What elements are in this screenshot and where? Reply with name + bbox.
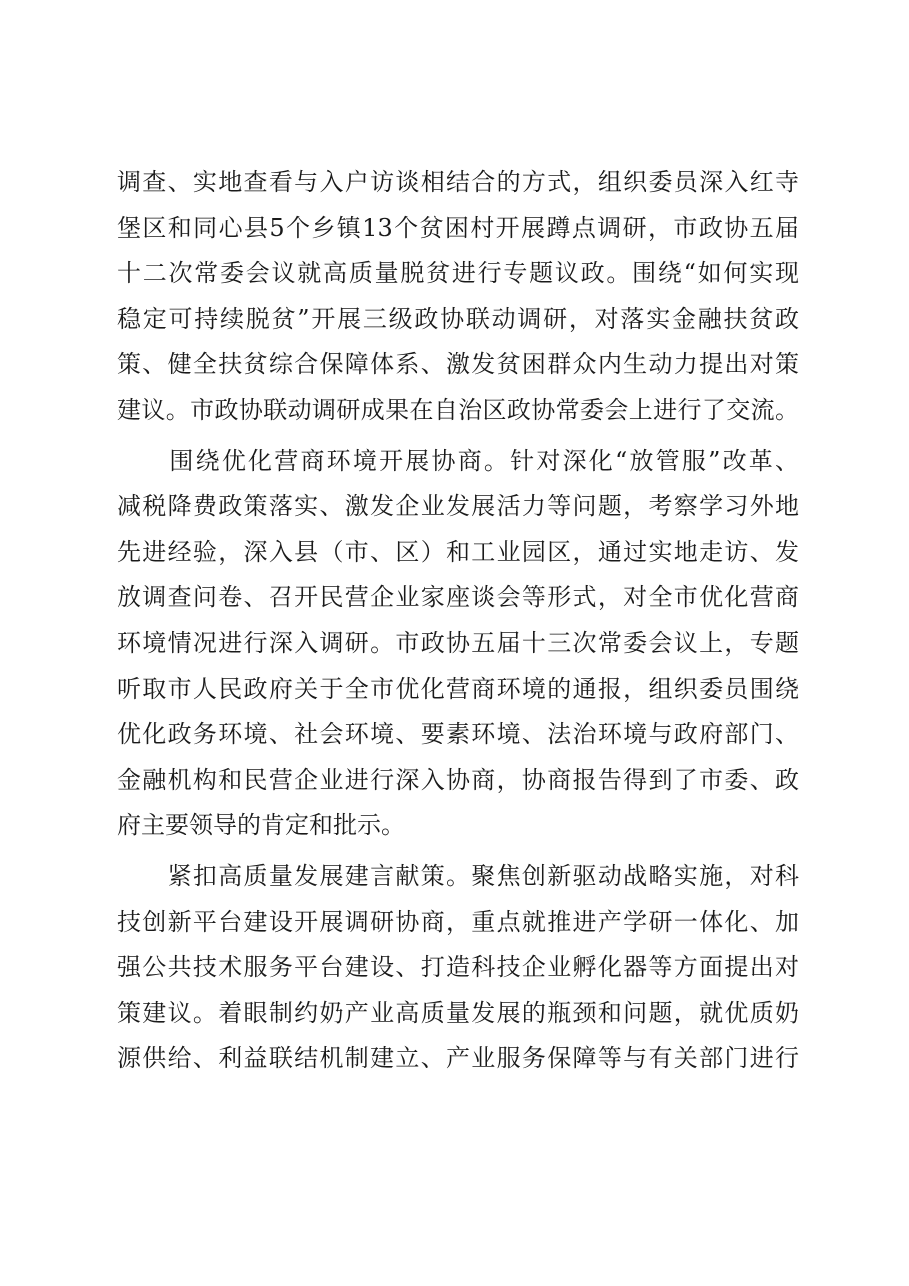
text-line: 先进经验，深入县（市、区）和工业园区，通过实地走访、发 [117,537,799,566]
text-line: 稳定可持续脱贫”开展三级政协联动调研，对落实金融扶贫政 [117,304,799,333]
text-line: 减税降费政策落实、激发企业发展活力等问题，考察学习外地 [117,492,799,521]
text-line: 放调查问卷、召开民营企业家座谈会等形式，对全市优化营商 [117,583,799,612]
text-line: 十二次常委会议就高质量脱贫进行专题议政。围绕“如何实现 [117,259,799,288]
document-body [117,160,799,1087]
text-line: 紧扣高质量发展建言献策。聚焦创新驱动战略实施，对科 [117,861,799,890]
text-line: 金融机构和民营企业进行深入协商，协商报告得到了市委、政 [117,765,799,794]
text-line: 听取市人民政府关于全市优化营商环境的通报，组织委员围绕 [117,674,799,703]
text-line: 策建议。着眼制约奶产业高质量发展的瓶颈和问题，就优质奶 [117,998,799,1027]
text-line: 优化政务环境、社会环境、要素环境、法治环境与政府部门、 [117,720,799,749]
text-line: 府主要领导的肯定和批示。 [117,811,405,840]
text-line: 建议。市政协联动调研成果在自治区政协常委会上进行了交流。 [117,395,799,424]
text-line: 围绕优化营商环境开展协商。针对深化“放管服”改革、 [117,446,799,475]
text-line: 源供给、利益联结机制建立、产业服务保障等与有关部门进行 [117,1044,799,1073]
text-line: 强公共技术服务平台建设、打造科技企业孵化器等方面提出对 [117,953,799,982]
text-line: 堡区和同心县5个乡镇13个贫困村开展蹲点调研，市政协五届 [117,213,799,242]
text-line: 调查、实地查看与入户访谈相结合的方式，组织委员深入红寺 [117,168,799,196]
text-line: 策、健全扶贫综合保障体系、激发贫困群众内生动力提出对策 [117,350,799,379]
paragraph-2 [117,439,799,849]
text-line: 技创新平台建设开展调研协商，重点就推进产学研一体化、加 [117,907,799,936]
paragraph-3 [117,854,799,1082]
text-line: 环境情况进行深入调研。市政协五届十三次常委会议上，专题 [117,628,799,657]
paragraph-1 [117,160,799,434]
